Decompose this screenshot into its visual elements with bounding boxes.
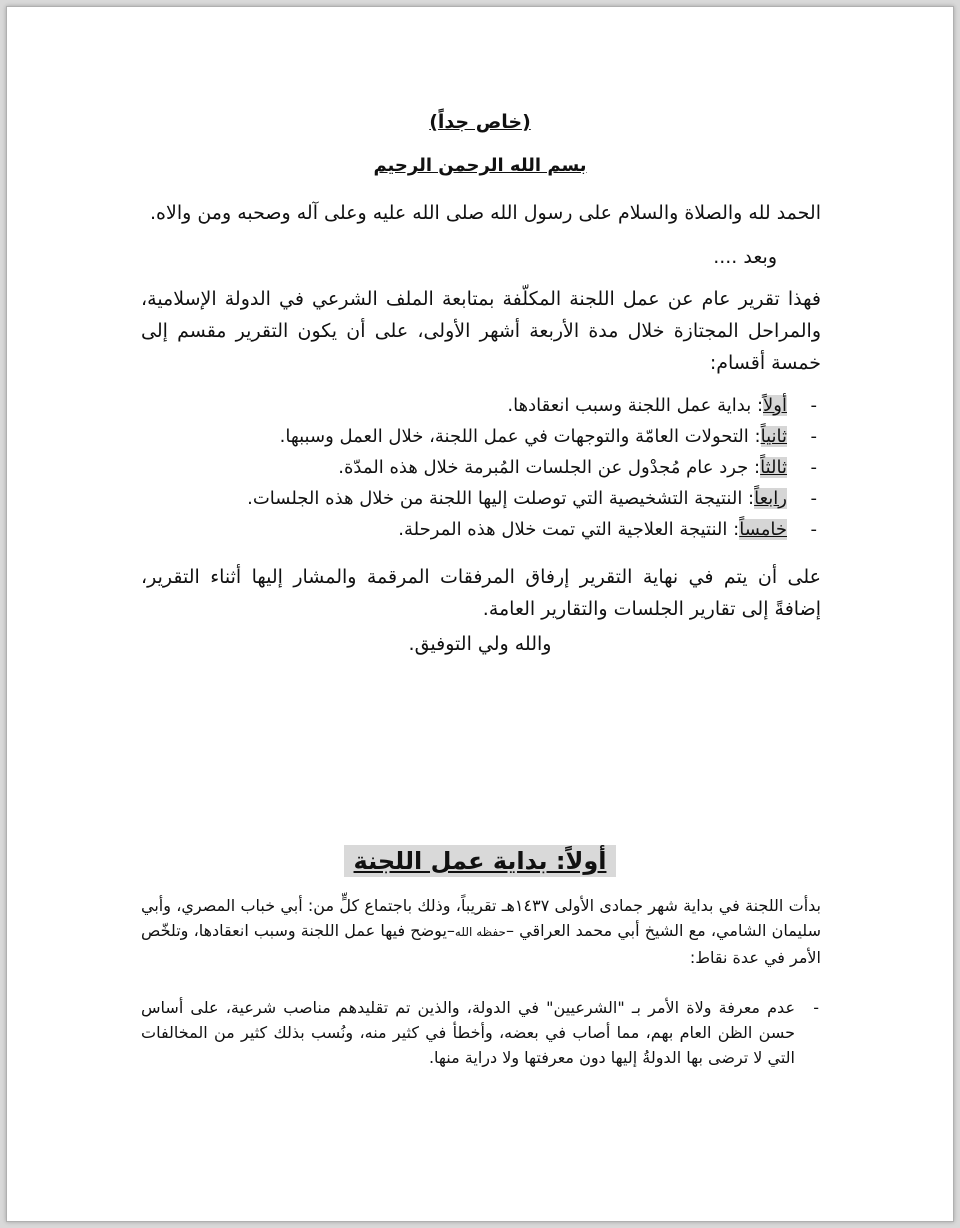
section-text: : التحولات العامّة والتوجهات في عمل اللجنة، خلال العمل وسببها. — [279, 426, 761, 447]
part-one-heading-text: أولاً: بداية عمل اللجنة — [344, 845, 617, 877]
list-item — [141, 514, 821, 545]
honorific: حفظه الله — [454, 925, 506, 939]
sections-list — [141, 390, 821, 545]
section-label: خامساً — [739, 519, 787, 540]
section-text: : النتيجة العلاجية التي تمت خلال هذه المرحلة. — [398, 519, 740, 540]
document-page — [6, 6, 954, 1222]
section-label: ثالثاً — [760, 457, 787, 478]
section-label: رابعاً — [754, 488, 787, 509]
section-label: ثانياً — [760, 426, 787, 447]
body-end: –يوضح فيها عمل اللجنة وسبب انعقادها، وتلخّص الأمر في عدة نقاط: — [141, 921, 821, 967]
list-item — [141, 421, 821, 452]
list-item — [141, 452, 821, 483]
wabad-line: وبعد .... — [713, 246, 777, 268]
intro-paragraph: فهذا تقرير عام عن عمل اللجنة المكلّفة بمتابعة الملف الشرعي في الدولة الإسلامية، والمراحل المجتازة خلال مدة الأربعة أشهر الأولى، على أن يكون التقرير مقسم إلى خمسة أقسام: — [141, 288, 821, 374]
hamd-paragraph: الحمد لله والصلاة والسلام على رسول الله صلى الله عليه وعلى آله وصحبه ومن والاه. — [150, 202, 821, 224]
section-text: : بداية عمل اللجنة وسبب انعقادها. — [507, 395, 764, 416]
closing-paragraph: على أن يتم في نهاية التقرير إرفاق المرفقات المرقمة والمشار إليها أثناء التقرير، إضافةً إلى تقارير الجلسات والتقارير العامة. — [141, 566, 821, 620]
list-item — [141, 483, 821, 514]
part-one-heading — [7, 845, 953, 877]
part-one-body — [141, 893, 821, 970]
body-start: بدأت اللجنة في بداية شهر جمادى الأولى ١٤٣٧هـ تقريباً، وذلك باجتماع كلٍّ من: أبي خباب المصري، وأبي سليمان الشامي، مع الشيخ أبي محمد العراقي – — [141, 896, 821, 940]
section-text: : النتيجة التشخيصية التي توصلت إليها اللجنة من خلال هذه الجلسات. — [247, 488, 755, 509]
section-text: : جرد عام مُجدْول عن الجلسات المُبرمة خلال هذه المدّة. — [338, 457, 761, 478]
tawfiq-line: والله ولي التوفيق. — [408, 633, 552, 655]
basmala: بسم الله الرحمن الرحيم — [373, 155, 587, 176]
list-item: - عدم معرفة ولاة الأمر بـ "الشرعيين" في الدولة، والذين تم تقليدهم مناصب شرعية، على أساس حسن الظن العام بهم، مما أصاب في بعضه، وأخطأ في كثير منه، ونُسب بذلك كثير من المخالفات التي لا ترضى بها الدولةُ إليها دون معرفتها ولا دراية منها. — [141, 995, 821, 1070]
part-one-bullets — [141, 995, 821, 1070]
section-label: أولاً — [763, 395, 787, 416]
classification-label: (خاص جداً) — [429, 111, 531, 133]
list-item — [141, 390, 821, 421]
